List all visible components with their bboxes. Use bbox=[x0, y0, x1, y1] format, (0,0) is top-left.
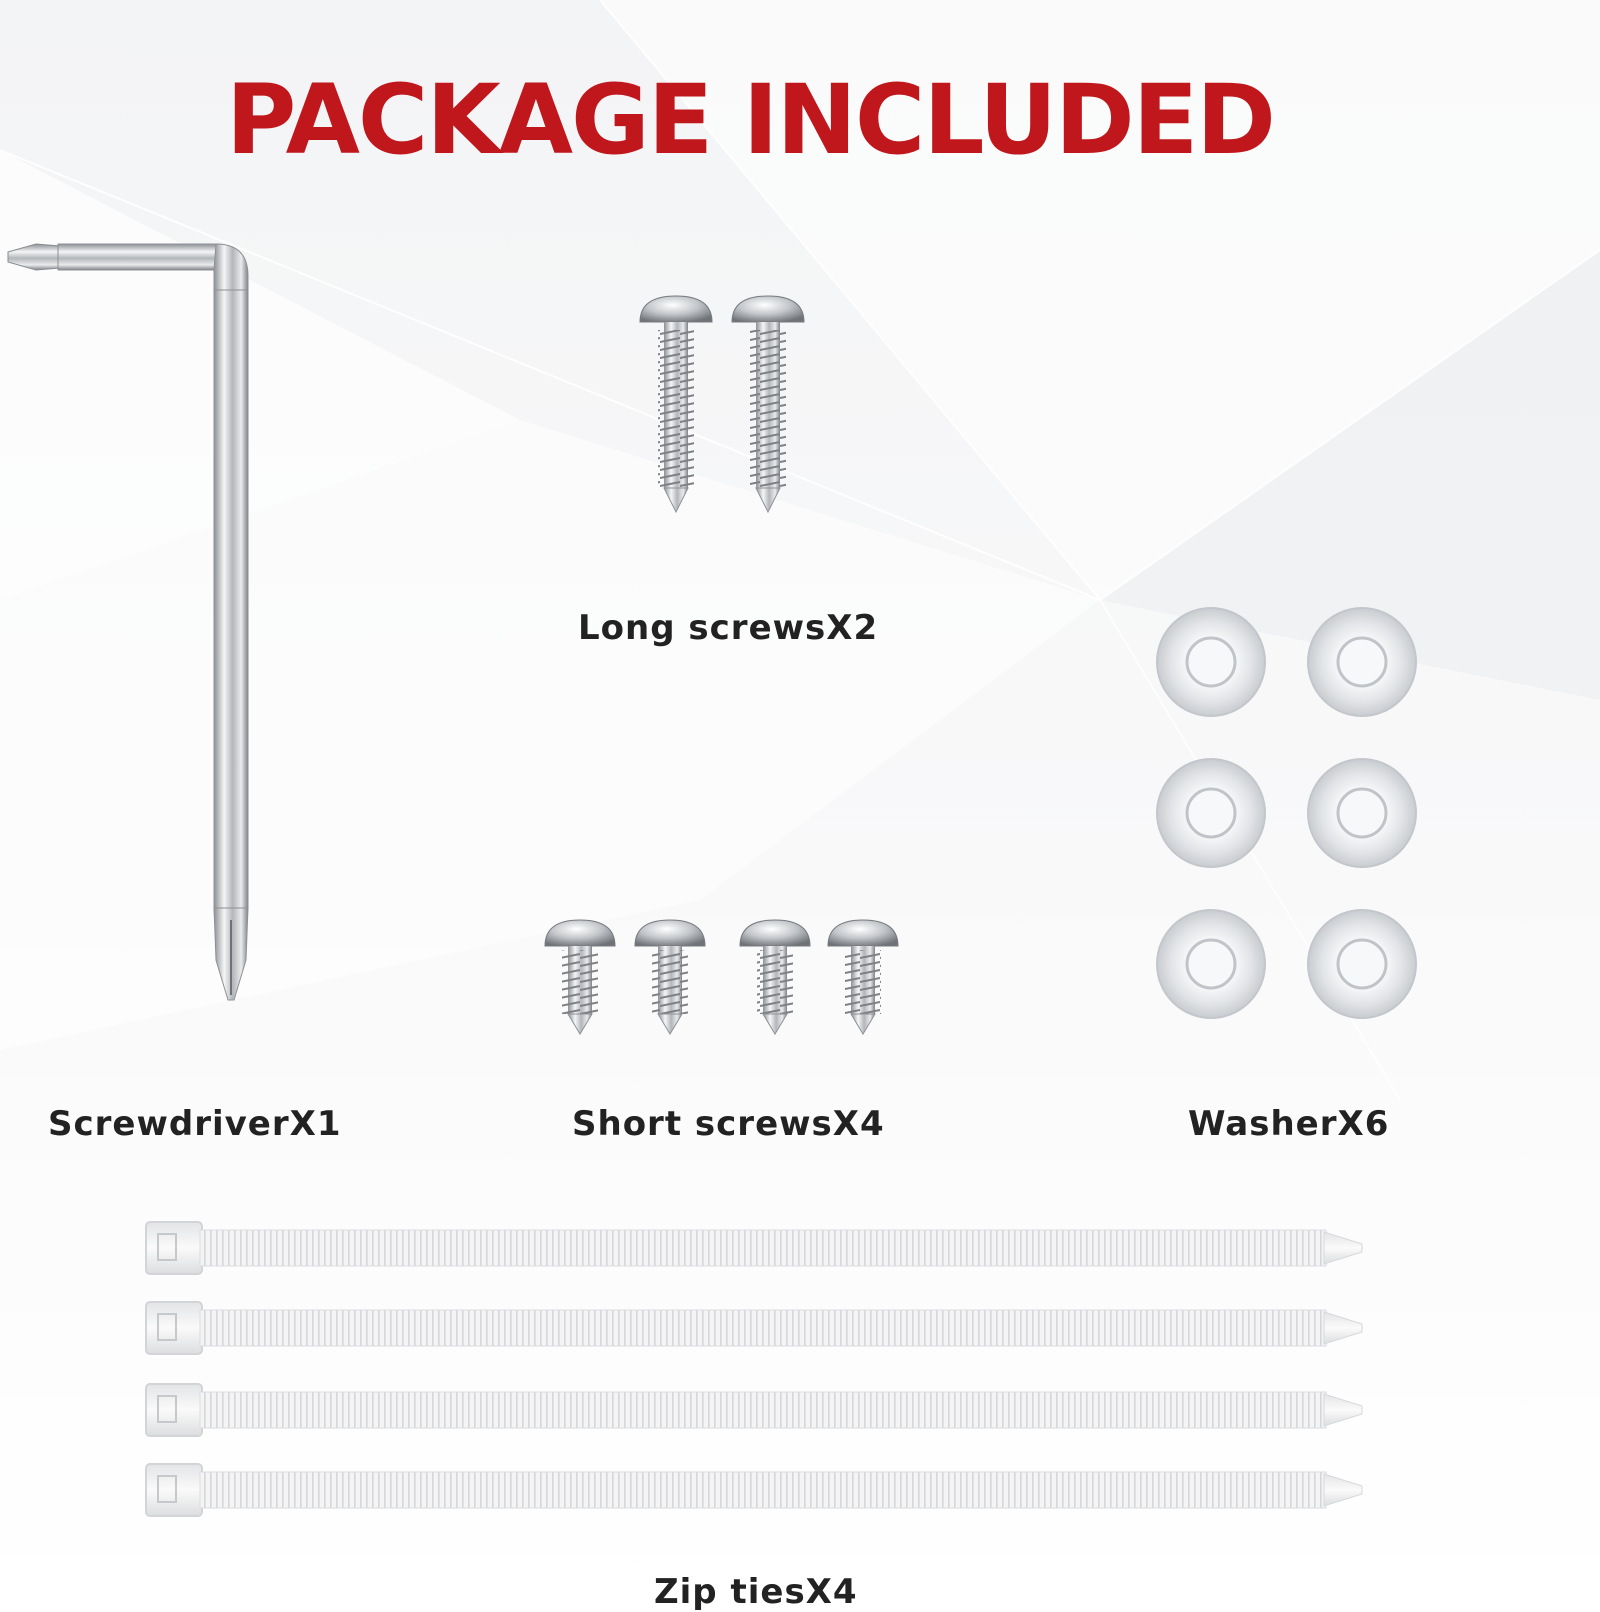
short-screw bbox=[545, 920, 615, 1034]
long-screw bbox=[732, 296, 804, 512]
washers-image bbox=[1157, 608, 1416, 1018]
washer bbox=[1308, 608, 1416, 716]
short-screws-image bbox=[545, 920, 898, 1034]
page-title: PACKAGE INCLUDED bbox=[226, 64, 1274, 176]
washer bbox=[1308, 759, 1416, 867]
zip-ties-image bbox=[146, 1222, 1362, 1516]
washers-label: WasherX6 bbox=[1188, 1104, 1390, 1144]
washer bbox=[1157, 759, 1265, 867]
zip-ties-label: Zip tiesX4 bbox=[654, 1572, 858, 1612]
washer bbox=[1308, 910, 1416, 1018]
long-screws-image bbox=[640, 296, 804, 512]
screwdriver-image bbox=[8, 244, 248, 1000]
long-screw bbox=[640, 296, 712, 512]
washer bbox=[1157, 910, 1265, 1018]
short-screw bbox=[740, 920, 810, 1034]
short-screw bbox=[828, 920, 898, 1034]
long-screws-label: Long screwsX2 bbox=[578, 608, 879, 648]
zip-tie bbox=[146, 1302, 1362, 1354]
short-screws-label: Short screwsX4 bbox=[572, 1104, 885, 1144]
zip-tie bbox=[146, 1464, 1362, 1516]
zip-tie bbox=[146, 1384, 1362, 1436]
short-screw bbox=[635, 920, 705, 1034]
washer bbox=[1157, 608, 1265, 716]
screwdriver-label: ScrewdriverX1 bbox=[48, 1104, 342, 1144]
zip-tie bbox=[146, 1222, 1362, 1274]
